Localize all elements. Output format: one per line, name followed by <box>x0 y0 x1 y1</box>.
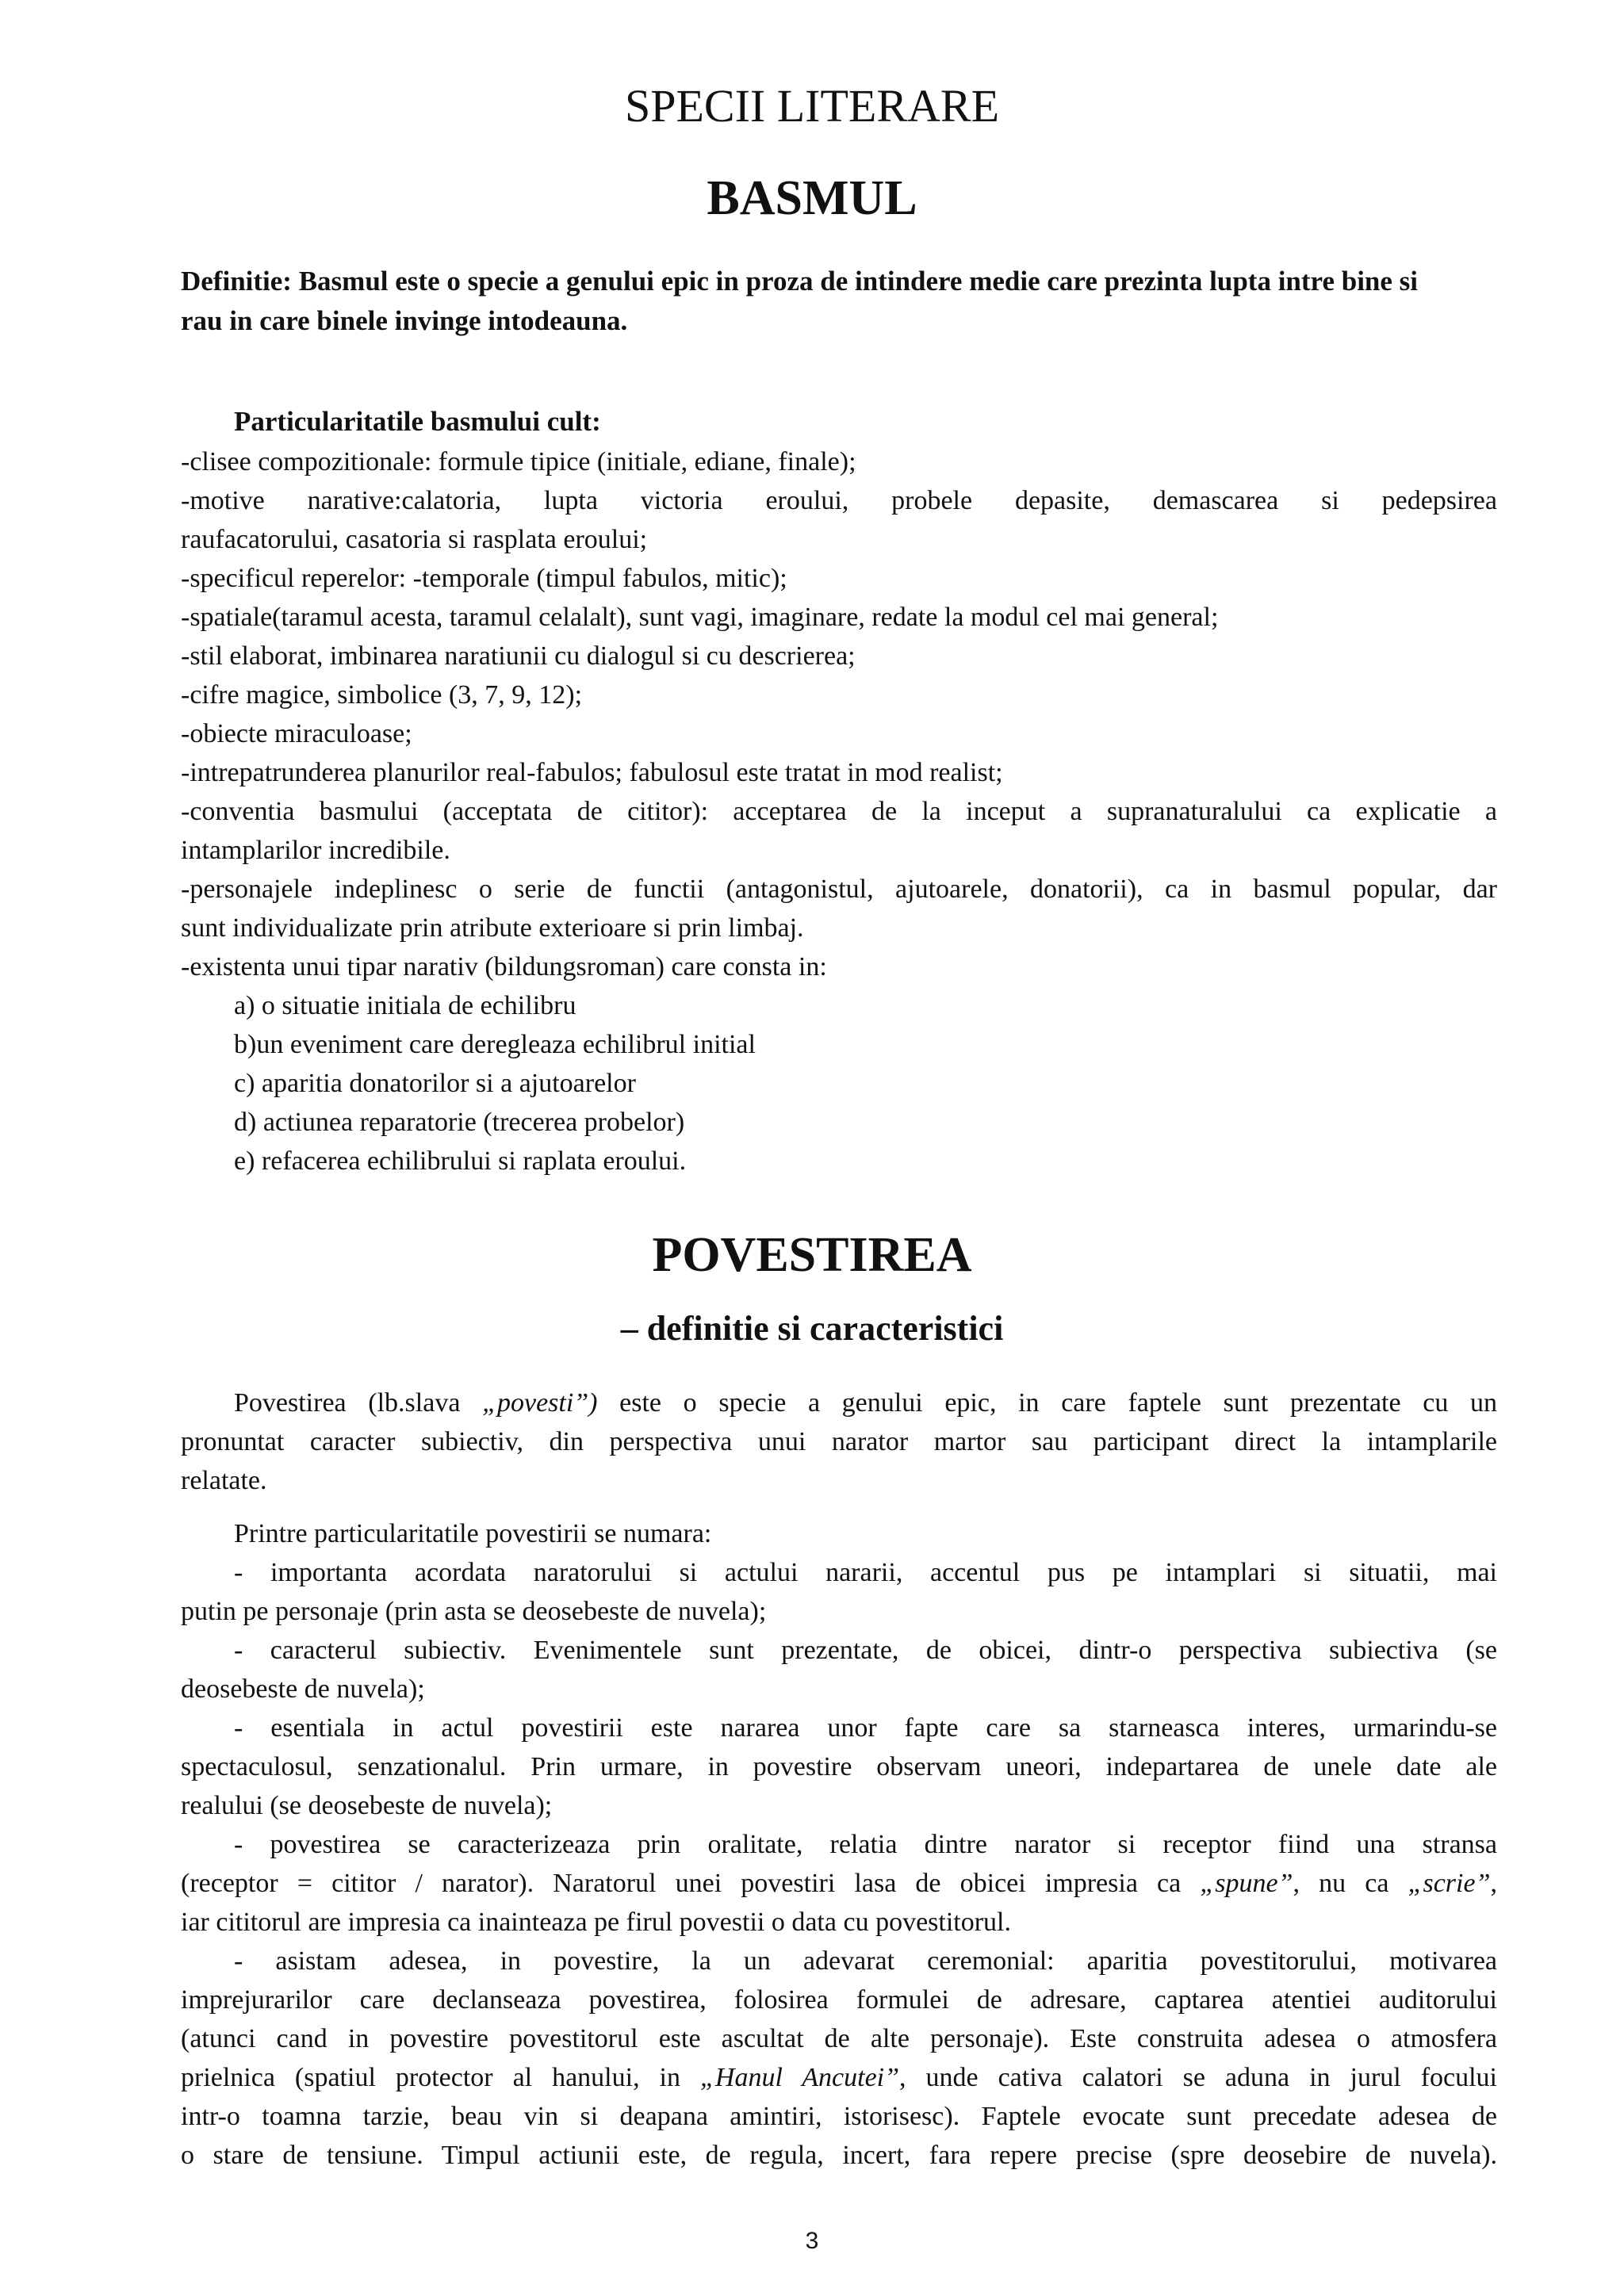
basmul-features-heading: Particularitatile basmului cult: <box>234 406 601 437</box>
list-item: -conventia basmului (acceptata de cititor): acceptarea de la inceput a supranaturalului ca explicatie a <box>181 797 1497 826</box>
list-item: -cifre magice, simbolice (3, 7, 9, 12); <box>181 680 583 710</box>
list-item: -specificul reperelor: -temporale (timpul fabulos, mitic); <box>181 564 787 593</box>
list-item: -spatiale(taramul acesta, taramul celalalt), sunt vagi, imaginare, redate la modul cel mai general; <box>181 603 1219 632</box>
list-item: raufacatorului, casatoria si rasplata eroului; <box>181 525 648 554</box>
list-item: -clisee compozitionale: formule tipice (initiale, ediane, finale); <box>181 447 856 476</box>
list-item: - asistam adesea, in povestire, la un adevarat ceremonial: aparitia povestitorului, motivarea <box>234 1946 1497 1976</box>
list-item: a) o situatie initiala de echilibru <box>234 991 576 1020</box>
basmul-heading: BASMUL <box>707 171 917 225</box>
list-item: intr-o toamna tarzie, beau vin si deapana amintiri, istorisesc). Faptele evocate sunt precedate adesea de <box>181 2102 1497 2131</box>
list-item: sunt individualizate prin atribute exterioare si prin limbaj. <box>181 913 804 943</box>
basmul-definition: Definitie: Basmul este o specie a genului epic in proza de intindere medie care prezinta lupta intre bine si rau in care binele invinge intodeauna. <box>181 266 1419 336</box>
list-item: - povestirea se caracterizeaza prin oralitate, relatia dintre narator si receptor fiind una stransa <box>234 1830 1497 1859</box>
list-item: deosebeste de nuvela); <box>181 1674 425 1704</box>
list-item: d) actiunea reparatorie (trecerea probelor) <box>234 1108 685 1137</box>
list-item: -personajele indeplinesc o serie de functii (antagonistul, ajutoarele, donatorii), ca in basmul popular, dar <box>181 874 1497 904</box>
list-item: - esentiala in actul povestirii este nararea unor fapte care sa starneasca interes, urmarindu-se <box>234 1713 1497 1743</box>
list-intro: Printre particularitatile povestirii se numara: <box>234 1519 712 1548</box>
paragraph-line: relatate. <box>181 1466 267 1495</box>
list-item: c) aparitia donatorilor si a ajutoarelor <box>234 1069 636 1098</box>
list-item: (atunci cand in povestire povestitorul este ascultat de alte personaje). Este construita adesea o atmosfera <box>181 2024 1497 2053</box>
quoted-term: „scrie” <box>1408 1869 1491 1898</box>
list-item: spectaculosul, senzationalul. Prin urmare, in povestire observam uneori, indepartarea de unele date ale <box>181 1752 1497 1781</box>
quoted-term: „Hanul Ancutei” <box>699 2063 900 2092</box>
list-item: -stil elaborat, imbinarea naratiunii cu dialogul si cu descrierea; <box>181 641 856 671</box>
paragraph-line: pronuntat caracter subiectiv, din perspectiva unui narator martor sau participant direct la intamplarile <box>181 1427 1497 1456</box>
list-item: imprejurarilor care declanseaza povestirea, folosirea formulei de adresare, captarea atentiei auditorului <box>181 1985 1497 2015</box>
list-item: prielnica (spatiul protector al hanului, in „Hanul Ancutei”, unde cativa calatori se aduna in jurul focului <box>181 2063 1498 2092</box>
list-item: -motive narative:calatoria, lupta victoria eroului, probele depasite, demascarea si pedepsirea <box>181 486 1497 515</box>
povestirea-heading: POVESTIREA <box>652 1228 972 1282</box>
list-item: (receptor = cititor / narator). Naratorul unei povestiri lasa de obicei impresia ca „spune”, nu ca „scrie”, <box>181 1869 1497 1898</box>
list-item: b)un eveniment care deregleaza echilibrul initial <box>234 1030 756 1059</box>
quoted-term: „spune” <box>1200 1869 1293 1898</box>
list-item: realului (se deosebeste de nuvela); <box>181 1791 553 1820</box>
list-item: -intrepatrunderea planurilor real-fabulos; fabulosul este tratat in mod realist; <box>181 758 1003 787</box>
document-title: SPECII LITERARE <box>624 80 1000 132</box>
list-item: -obiecte miraculoase; <box>181 719 412 748</box>
list-item: - importanta acordata naratorului si actului nararii, accentul pus pe intamplari si situatii, mai <box>234 1558 1497 1587</box>
povestirea-subtitle: – definitie si caracteristici <box>620 1309 1004 1348</box>
list-item: e) refacerea echilibrului si raplata eroului. <box>234 1146 687 1176</box>
list-item: o stare de tensiune. Timpul actiunii este, de regula, incert, fara repere precise (spre deosebire de nuvela). <box>181 2141 1497 2170</box>
list-item: putin pe personaje (prin asta se deosebeste de nuvela); <box>181 1597 767 1626</box>
page-number: 3 <box>805 2228 819 2254</box>
list-item: intamplarilor incredibile. <box>181 836 450 865</box>
quoted-term: „povesti”) <box>482 1388 598 1418</box>
paragraph-line: Povestirea (lb.slava „povesti”) este o specie a genului epic, in care faptele sunt prezentate cu un <box>234 1388 1497 1418</box>
list-item: iar cititorul are impresia ca inainteaza pe firul povestii o data cu povestitorul. <box>181 1908 1011 1937</box>
list-item: -existenta unui tipar narativ (bildungsroman) care consta in: <box>181 952 827 982</box>
list-item: - caracterul subiectiv. Evenimentele sunt prezentate, de obicei, dintr-o perspectiva subiectiva (se <box>234 1636 1497 1665</box>
